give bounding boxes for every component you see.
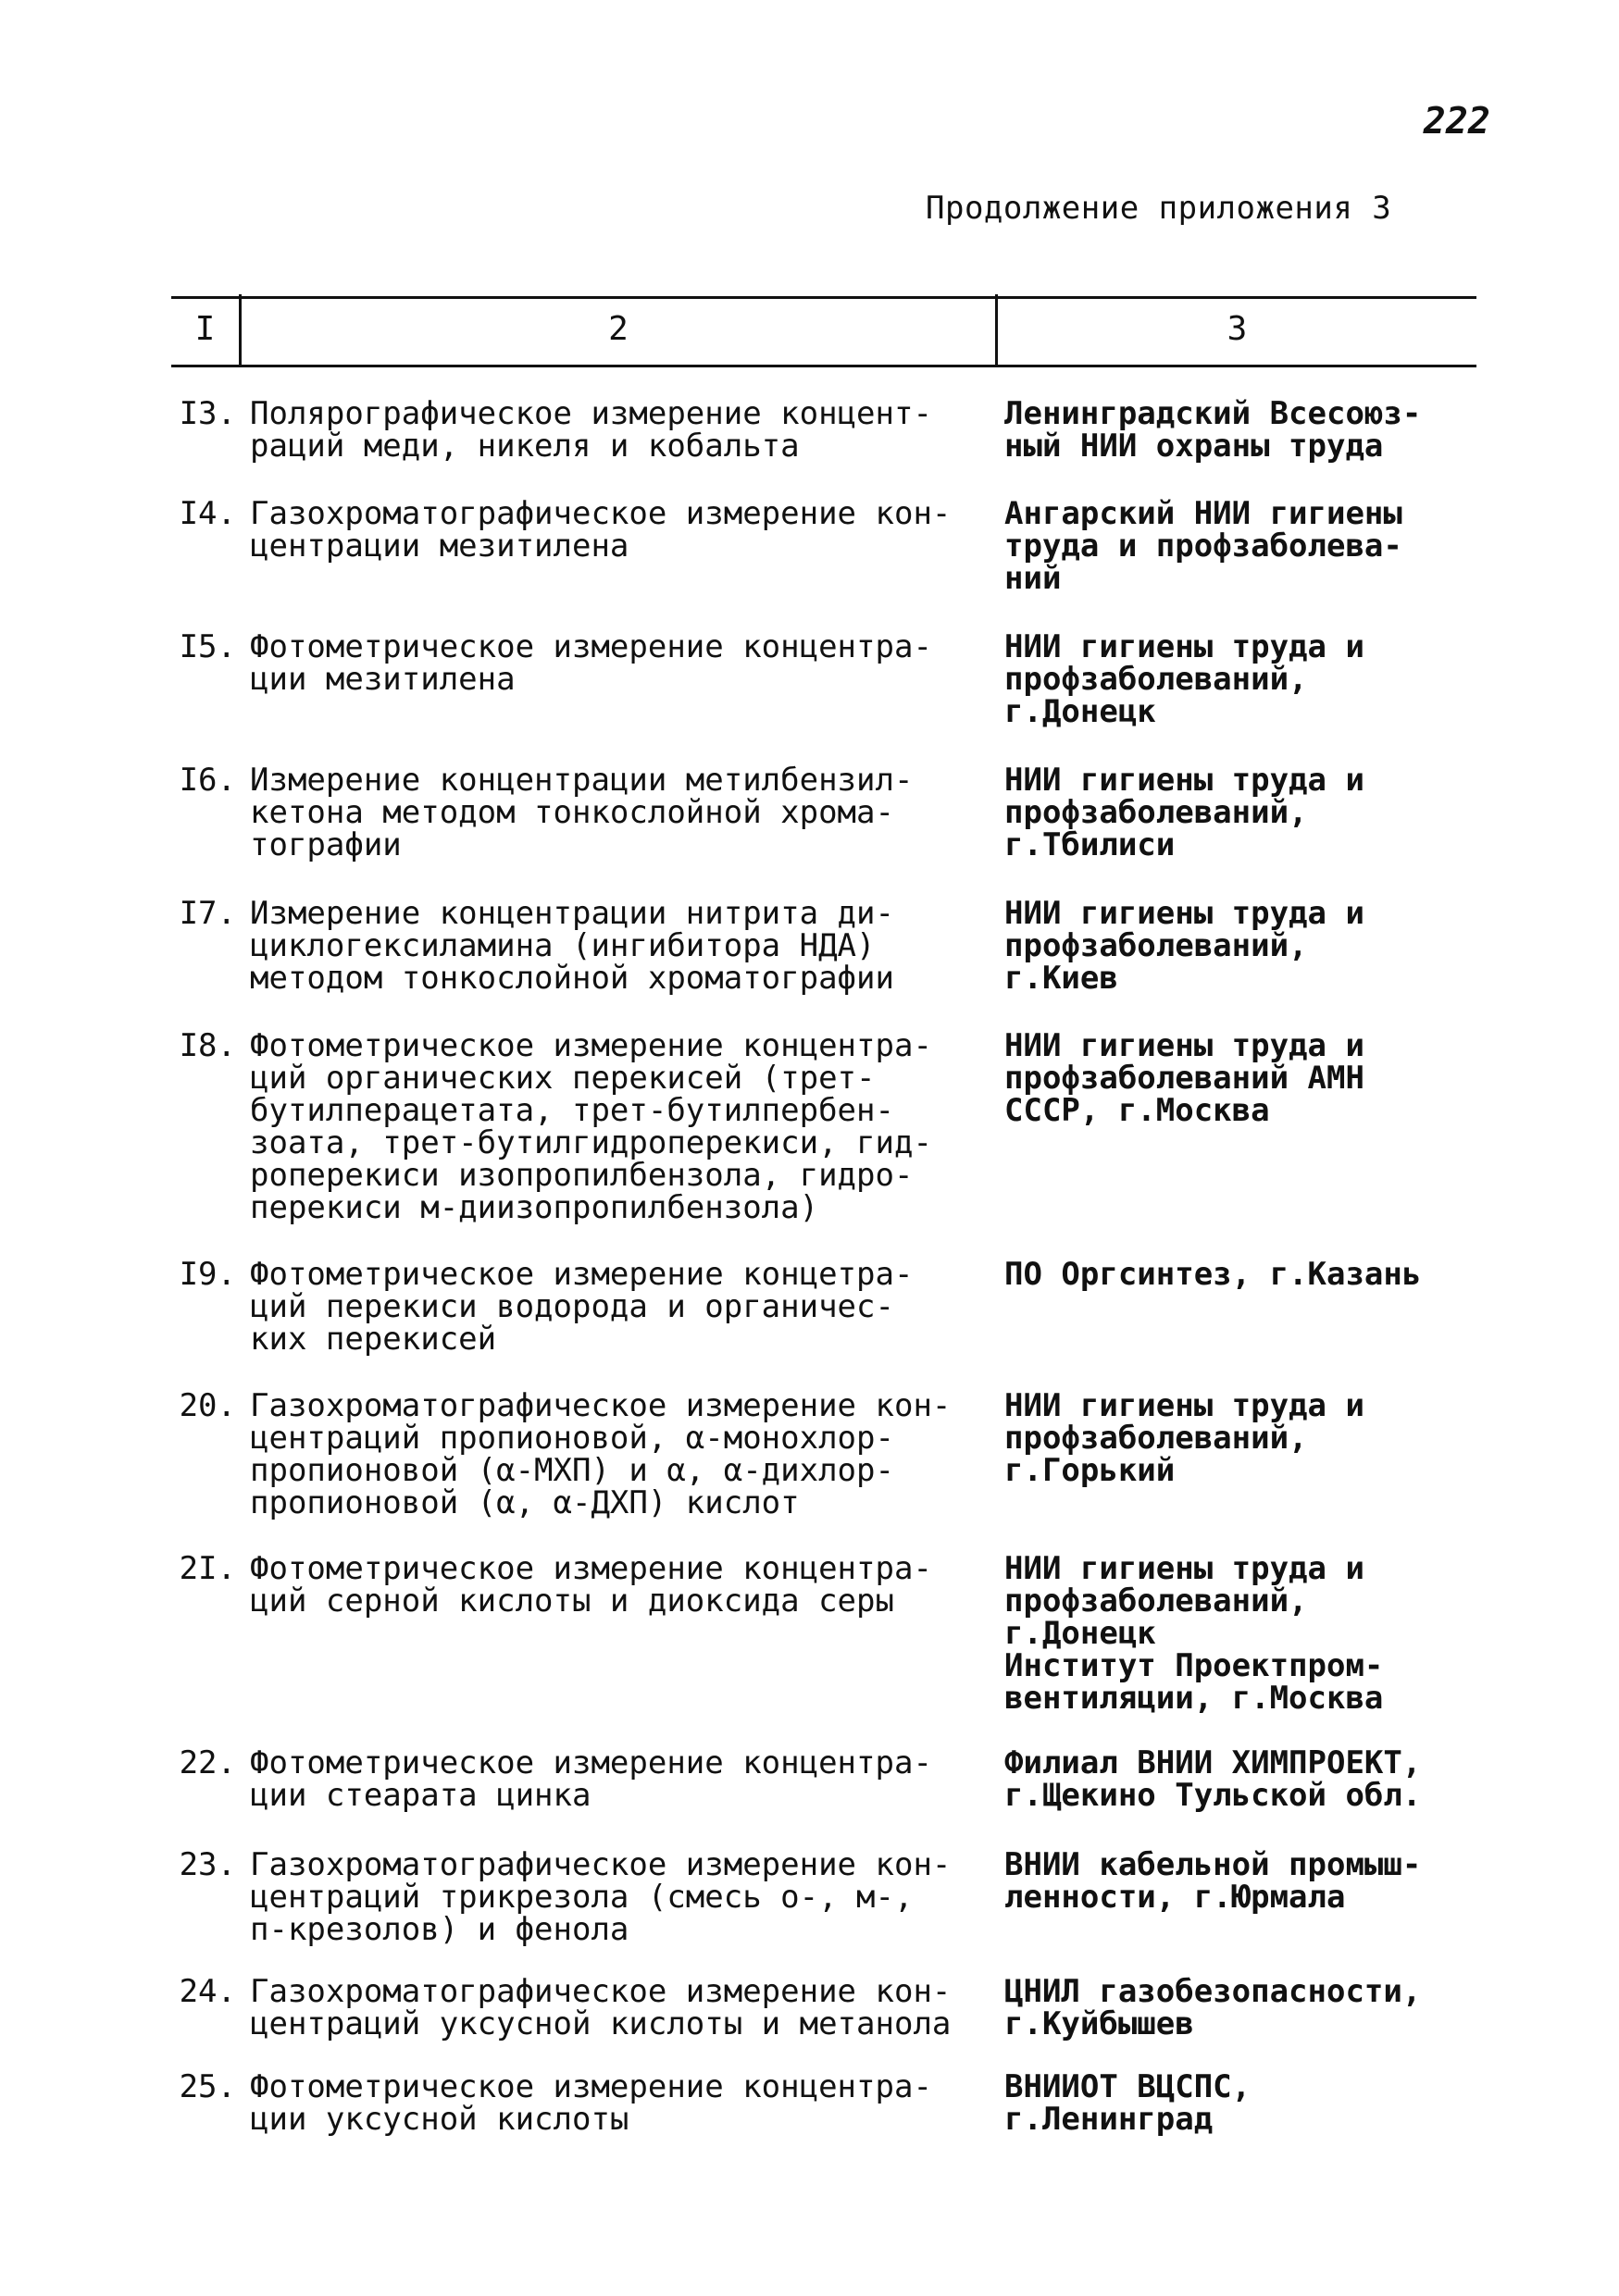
row-organization: Филиал ВНИИ ХИМПРОЕКТ, г.Щекино Тульской обл. — [1004, 1744, 1422, 1814]
column-header-2: 2 — [608, 310, 629, 348]
column-header-1: I — [194, 310, 216, 348]
row-organization: НИИ гигиены труда и профзаболеваний, г.Тбилиси — [1004, 762, 1364, 863]
row-number: 25. — [179, 2068, 236, 2105]
row-organization: НИИ гигиены труда и профзаболеваний, г.Донецк — [1004, 628, 1364, 730]
row-organization: ВНИИ кабельной промыш- ленности, г.Юрмала — [1004, 1846, 1422, 1916]
row-method: Фотометрическое измерение концентра- ций органических перекисей (трет- бутилперацетата, трет-бутилпербен- зоата, трет-бутилгидроперекиси, гид- роперекиси изопропилбензола, гидро- перекиси м-диизопропилбензола) — [250, 1027, 932, 1226]
header-rule-bottom — [171, 365, 1476, 367]
row-organization: ЦНИЛ газобезопасности, г.Куйбышев — [1004, 1973, 1422, 2042]
row-organization: НИИ гигиены труда и профзаболеваний АМН СССР, г.Москва — [1004, 1027, 1364, 1129]
row-method: Измерение концентрации нитрита ди- циклогексиламина (ингибитора НДА) методом тонкослойной хроматографии — [250, 895, 894, 997]
row-organization: НИИ гигиены труда и профзаболеваний, г.Донецк Институт Проектпром- вентиляции, г.Москва — [1004, 1550, 1384, 1717]
row-method: Фотометрическое измерение концентра- ции стеарата цинка — [250, 1744, 932, 1814]
row-method: Фотометрическое измерение концетра- ций перекиси водорода и органичес- ких перекисей — [250, 1256, 914, 1358]
row-method: Газохроматографическое измерение кон- центраций трикрезола (смесь о-, м-, п-крезолов) и фенола — [250, 1846, 952, 1948]
row-number: I6. — [179, 762, 236, 799]
column-header-3: 3 — [1227, 310, 1248, 348]
continuation-title: Продолжение приложения 3 — [926, 190, 1392, 227]
row-organization: НИИ гигиены труда и профзаболеваний, г.Киев — [1004, 895, 1364, 997]
page-number: 222 — [1423, 100, 1490, 143]
row-number: I3. — [179, 395, 236, 432]
row-method: Полярографическое измерение концент- раций меди, никеля и кобальта — [250, 395, 932, 465]
row-method: Фотометрическое измерение концентра- ций серной кислоты и диоксида серы — [250, 1550, 932, 1620]
row-number: I7. — [179, 895, 236, 932]
row-number: I9. — [179, 1256, 236, 1293]
row-number: I4. — [179, 495, 236, 532]
row-organization: ВНИИОТ ВЦСПС, г.Ленинград — [1004, 2068, 1252, 2138]
row-number: 24. — [179, 1973, 236, 2010]
row-method: Фотометрическое измерение концентра- ции мезитилена — [250, 628, 932, 698]
header-rule-top — [171, 296, 1476, 299]
row-method: Газохроматографическое измерение кон- центраций пропионовой, α-монохлор- пропионовой (α-МХП) и α, α-дихлор- пропионовой (α, α-ДХП) кислот — [250, 1387, 952, 1521]
row-number: 20. — [179, 1387, 236, 1424]
row-organization: ПО Оргсинтез, г.Казань — [1004, 1256, 1422, 1293]
row-method: Газохроматографическое измерение кон- центрации мезитилена — [250, 495, 952, 565]
row-organization: Ангарский НИИ гигиены труда и профзаболева- ний — [1004, 495, 1402, 597]
row-number: 2I. — [179, 1550, 236, 1587]
row-method: Газохроматографическое измерение кон- центраций уксусной кислоты и метанола — [250, 1973, 952, 2042]
row-method: Фотометрическое измерение концентра- ции уксусной кислоты — [250, 2068, 932, 2138]
row-number: I8. — [179, 1027, 236, 1064]
row-organization: НИИ гигиены труда и профзаболеваний, г.Горький — [1004, 1387, 1364, 1489]
row-organization: Ленинградский Всесоюз- ный НИИ охраны труда — [1004, 395, 1422, 465]
row-number: 22. — [179, 1744, 236, 1781]
row-method: Измерение концентрации метилбензил- кетона методом тонкослойной хрома- тографии — [250, 762, 914, 863]
row-number: 23. — [179, 1846, 236, 1883]
row-number: I5. — [179, 628, 236, 665]
